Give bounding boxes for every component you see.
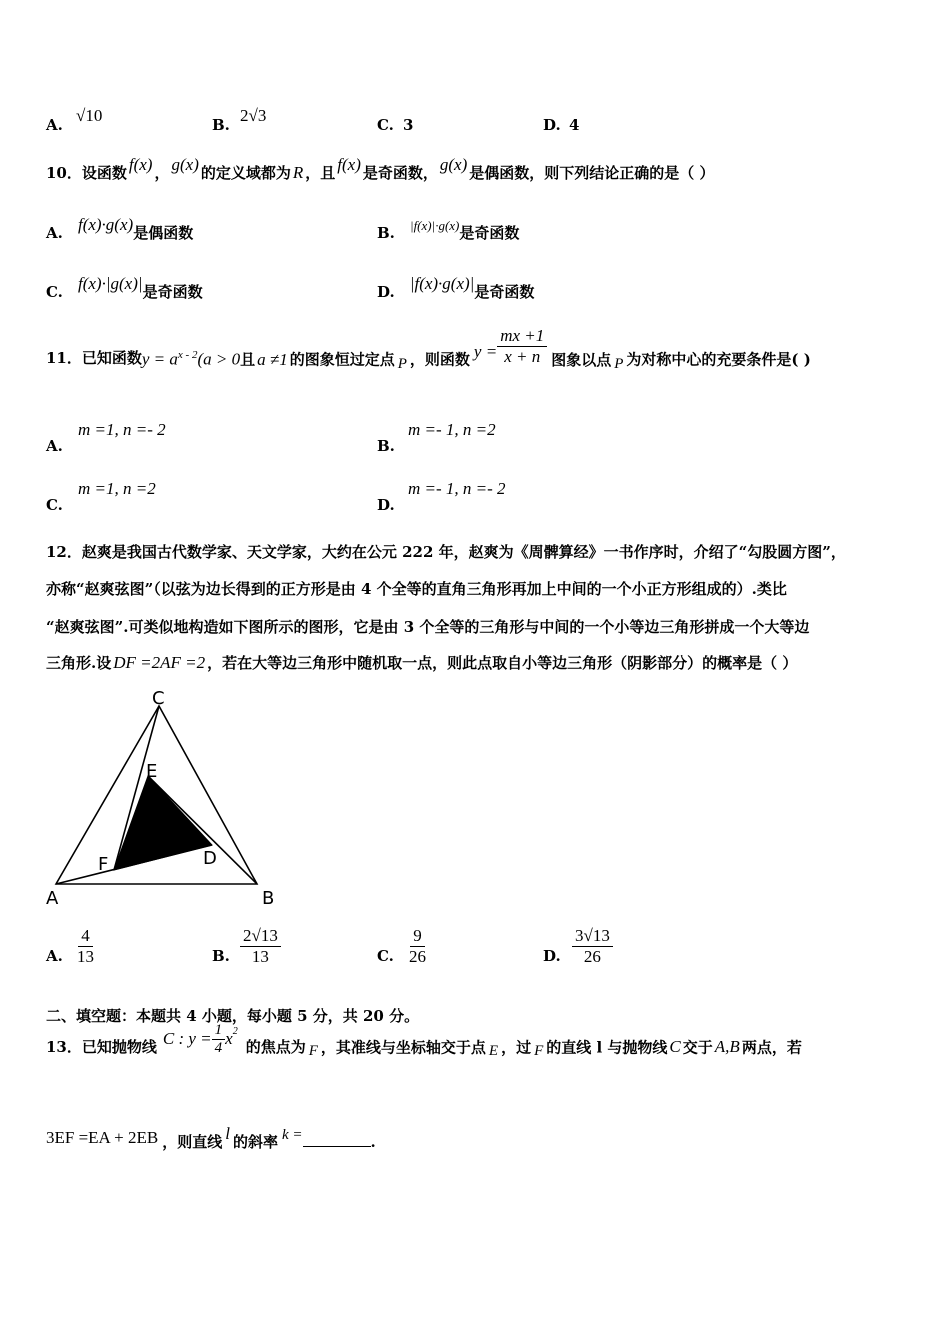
q11-option-b-expr: m =- 1, n =2 [408,420,496,439]
q12-option-c-frac [406,926,429,966]
question-10-stem [46,155,715,183]
q11-text2: ，则函数 [409,350,470,369]
q11-text3: 图象以点 [551,350,612,369]
q11-fn: y = a [141,349,178,369]
q13-E: E [488,1043,499,1060]
question-11-stem [46,326,811,380]
q10-option-a [46,215,194,243]
q10-option-b [377,218,520,243]
q10-text4: 是偶函数，则下列结论正确的是（ ） [469,164,715,182]
q10-R: R [292,163,304,182]
q9-option-a-value: √10 [76,106,103,125]
q11-option-d-label: D. [377,496,395,514]
q13-prefix: 13．已知抛物线 [46,1038,157,1057]
q10-b-expr: |f(x)|·g(x) [410,218,460,233]
q13-text2: ，其准线与坐标轴交于点 [320,1038,486,1057]
q11-prefix: 11．已知函数 [46,348,142,367]
q11-den: x + n [504,346,541,366]
q10-b-label: B. [377,224,395,242]
q12-option-b-label: B. [212,947,230,965]
q13-den: 4 [214,1040,223,1057]
q10-sep: ， [154,164,170,182]
q12-d-num: 3√13 [572,926,613,947]
q9-option-b-value: 2√3 [240,106,267,125]
q10-text3: 是奇函数， [362,164,438,182]
q13-l: l [225,1124,230,1143]
q12-option-c-label: C. [377,947,394,965]
q9-option-d-value: 4 [569,116,580,134]
q13-x: x [225,1029,233,1049]
q13-text4: 的直线 l 与抛物线 [546,1038,668,1057]
q10-a-label: A. [46,224,63,242]
q12-line4-math: DF =2AF =2 [113,653,206,672]
q12-line4a: 三角形.设 [46,654,112,672]
q11-fraction [497,326,547,366]
q13-sup: 2 [232,1025,238,1037]
q11-P: P [397,355,407,372]
q13-line-2 [46,1124,376,1152]
q12-option-d-frac [572,926,613,966]
q12-d-den: 26 [583,946,601,966]
q11-option-a-expr: m =1, n =- 2 [78,420,166,439]
label-d: D [203,848,217,869]
q10-b-text: 是奇函数 [459,224,520,242]
q11-option-d-expr: m =- 1, n =- 2 [408,479,506,498]
q9-option-d-label: D. [543,116,561,134]
q13-text7: ，则直线 [162,1133,223,1151]
q10-a-expr: f(x)·g(x) [77,215,134,234]
q10-a-text: 是偶函数 [133,224,194,242]
q12-a-num: 4 [78,926,93,947]
q9-option-c-label: C. [377,116,394,134]
q12-option-a-label: A. [46,947,63,965]
q9-option-c-value: 3 [403,116,414,134]
q12-line-1: 12．赵爽是我国古代数学家、天文学家，大约在公元 222 年，赵爽为《周髀算经》一书作序时，介绍了“勾股圆方图”， [46,543,846,561]
q12-option-a-frac [74,926,97,966]
q13-end: . [370,1133,376,1151]
q10-g2: g(x) [439,155,468,174]
q10-c-text: 是奇函数 [142,283,203,301]
q10-f: f(x) [128,155,153,174]
q10-c-expr: f(x)·|g(x)| [78,274,143,293]
q12-triangle-figure [40,684,290,908]
q13-num: 1 [212,1022,226,1040]
q11-option-c-expr: m =1, n =2 [78,479,156,498]
q13-text3: ，过 [501,1038,532,1057]
q13-text8: 的斜率 [232,1133,278,1151]
q11-option-b-label: B. [377,437,395,455]
q10-text2: ，且 [305,164,336,182]
q12-a-den: 13 [77,946,94,966]
q11-option-a-label: A. [46,437,63,455]
q11-and: 且 [240,350,256,369]
label-a: A [46,888,59,908]
label-c: C [152,688,165,709]
q10-c-label: C. [46,283,63,301]
section-2-heading: 二、填空题：本题共 4 小题，每小题 5 分，共 20 分。 [46,1007,420,1025]
q12-b-num: 2√13 [240,926,281,947]
label-e: E [146,761,158,782]
q11-yeq: y = [473,341,498,361]
q12-line-3: “赵爽弦图”.可类似地构造如下图所示的图形，它是由 3 个全等的三角形与中间的一个小等边三角形拼成一个大等边 [46,618,810,636]
q9-option-b-label: B. [212,116,230,134]
q10-option-d [377,274,535,302]
q12-c-num: 9 [410,926,425,947]
q10-d-expr: |f(x)·g(x)| [409,274,475,293]
q12-line-2: 亦称“赵爽弦图”（以弦为边长得到的正方形是由 4 个全等的直角三角形再加上中间的一个小正方形组成的）.类比 [46,580,787,598]
q10-d-label: D. [377,283,395,301]
q13-k: k = [281,1127,303,1143]
q11-cond2: a ≠1 [257,349,288,369]
q13-answer-blank[interactable] [303,1132,371,1147]
question-13-stem [46,1022,802,1066]
q12-line-4 [46,652,797,673]
q10-option-c [46,274,203,302]
q11-cond1: (a > 0 [197,349,241,369]
q10-text1: 的定义域都为 [200,164,291,182]
q12-option-d-label: D. [543,947,561,965]
q13-F: F [308,1043,318,1060]
q13-AB: A,B [714,1037,740,1057]
q13-curve: C : y = [162,1029,212,1049]
q10-f2: f(x) [337,155,361,174]
q11-P2: P [614,355,624,372]
q12-c-den: 26 [409,946,426,966]
q12-b-den: 13 [251,946,269,966]
q13-F2: F [534,1043,544,1060]
q11-text4: 为对称中心的充要条件是( ) [626,350,811,369]
q11-option-c-label: C. [46,496,63,514]
q11-exp: x - 2 [177,349,198,362]
q10-g: g(x) [171,155,199,174]
q13-cond: 3EF =EA + 2EB [46,1128,159,1147]
q13-text6: 两点，若 [741,1038,802,1057]
q9-option-a-label: A. [46,116,63,134]
label-f: F [98,854,109,875]
q11-text1: 的图象恒过定点 [289,350,395,369]
q12-option-b-frac [240,926,281,966]
q11-num: mx +1 [497,326,547,347]
q13-text1: 的焦点为 [245,1038,306,1057]
q13-C: C [669,1037,681,1057]
label-b: B [262,888,275,908]
q13-fraction [212,1022,226,1058]
q13-text5: 交于 [682,1038,713,1057]
q10-prefix: 10．设函数 [46,164,127,182]
q10-d-text: 是奇函数 [474,283,535,301]
q12-line4b: ，若在大等边三角形中随机取一点，则此点取自小等边三角形（阴影部分）的概率是（ ） [207,654,798,672]
